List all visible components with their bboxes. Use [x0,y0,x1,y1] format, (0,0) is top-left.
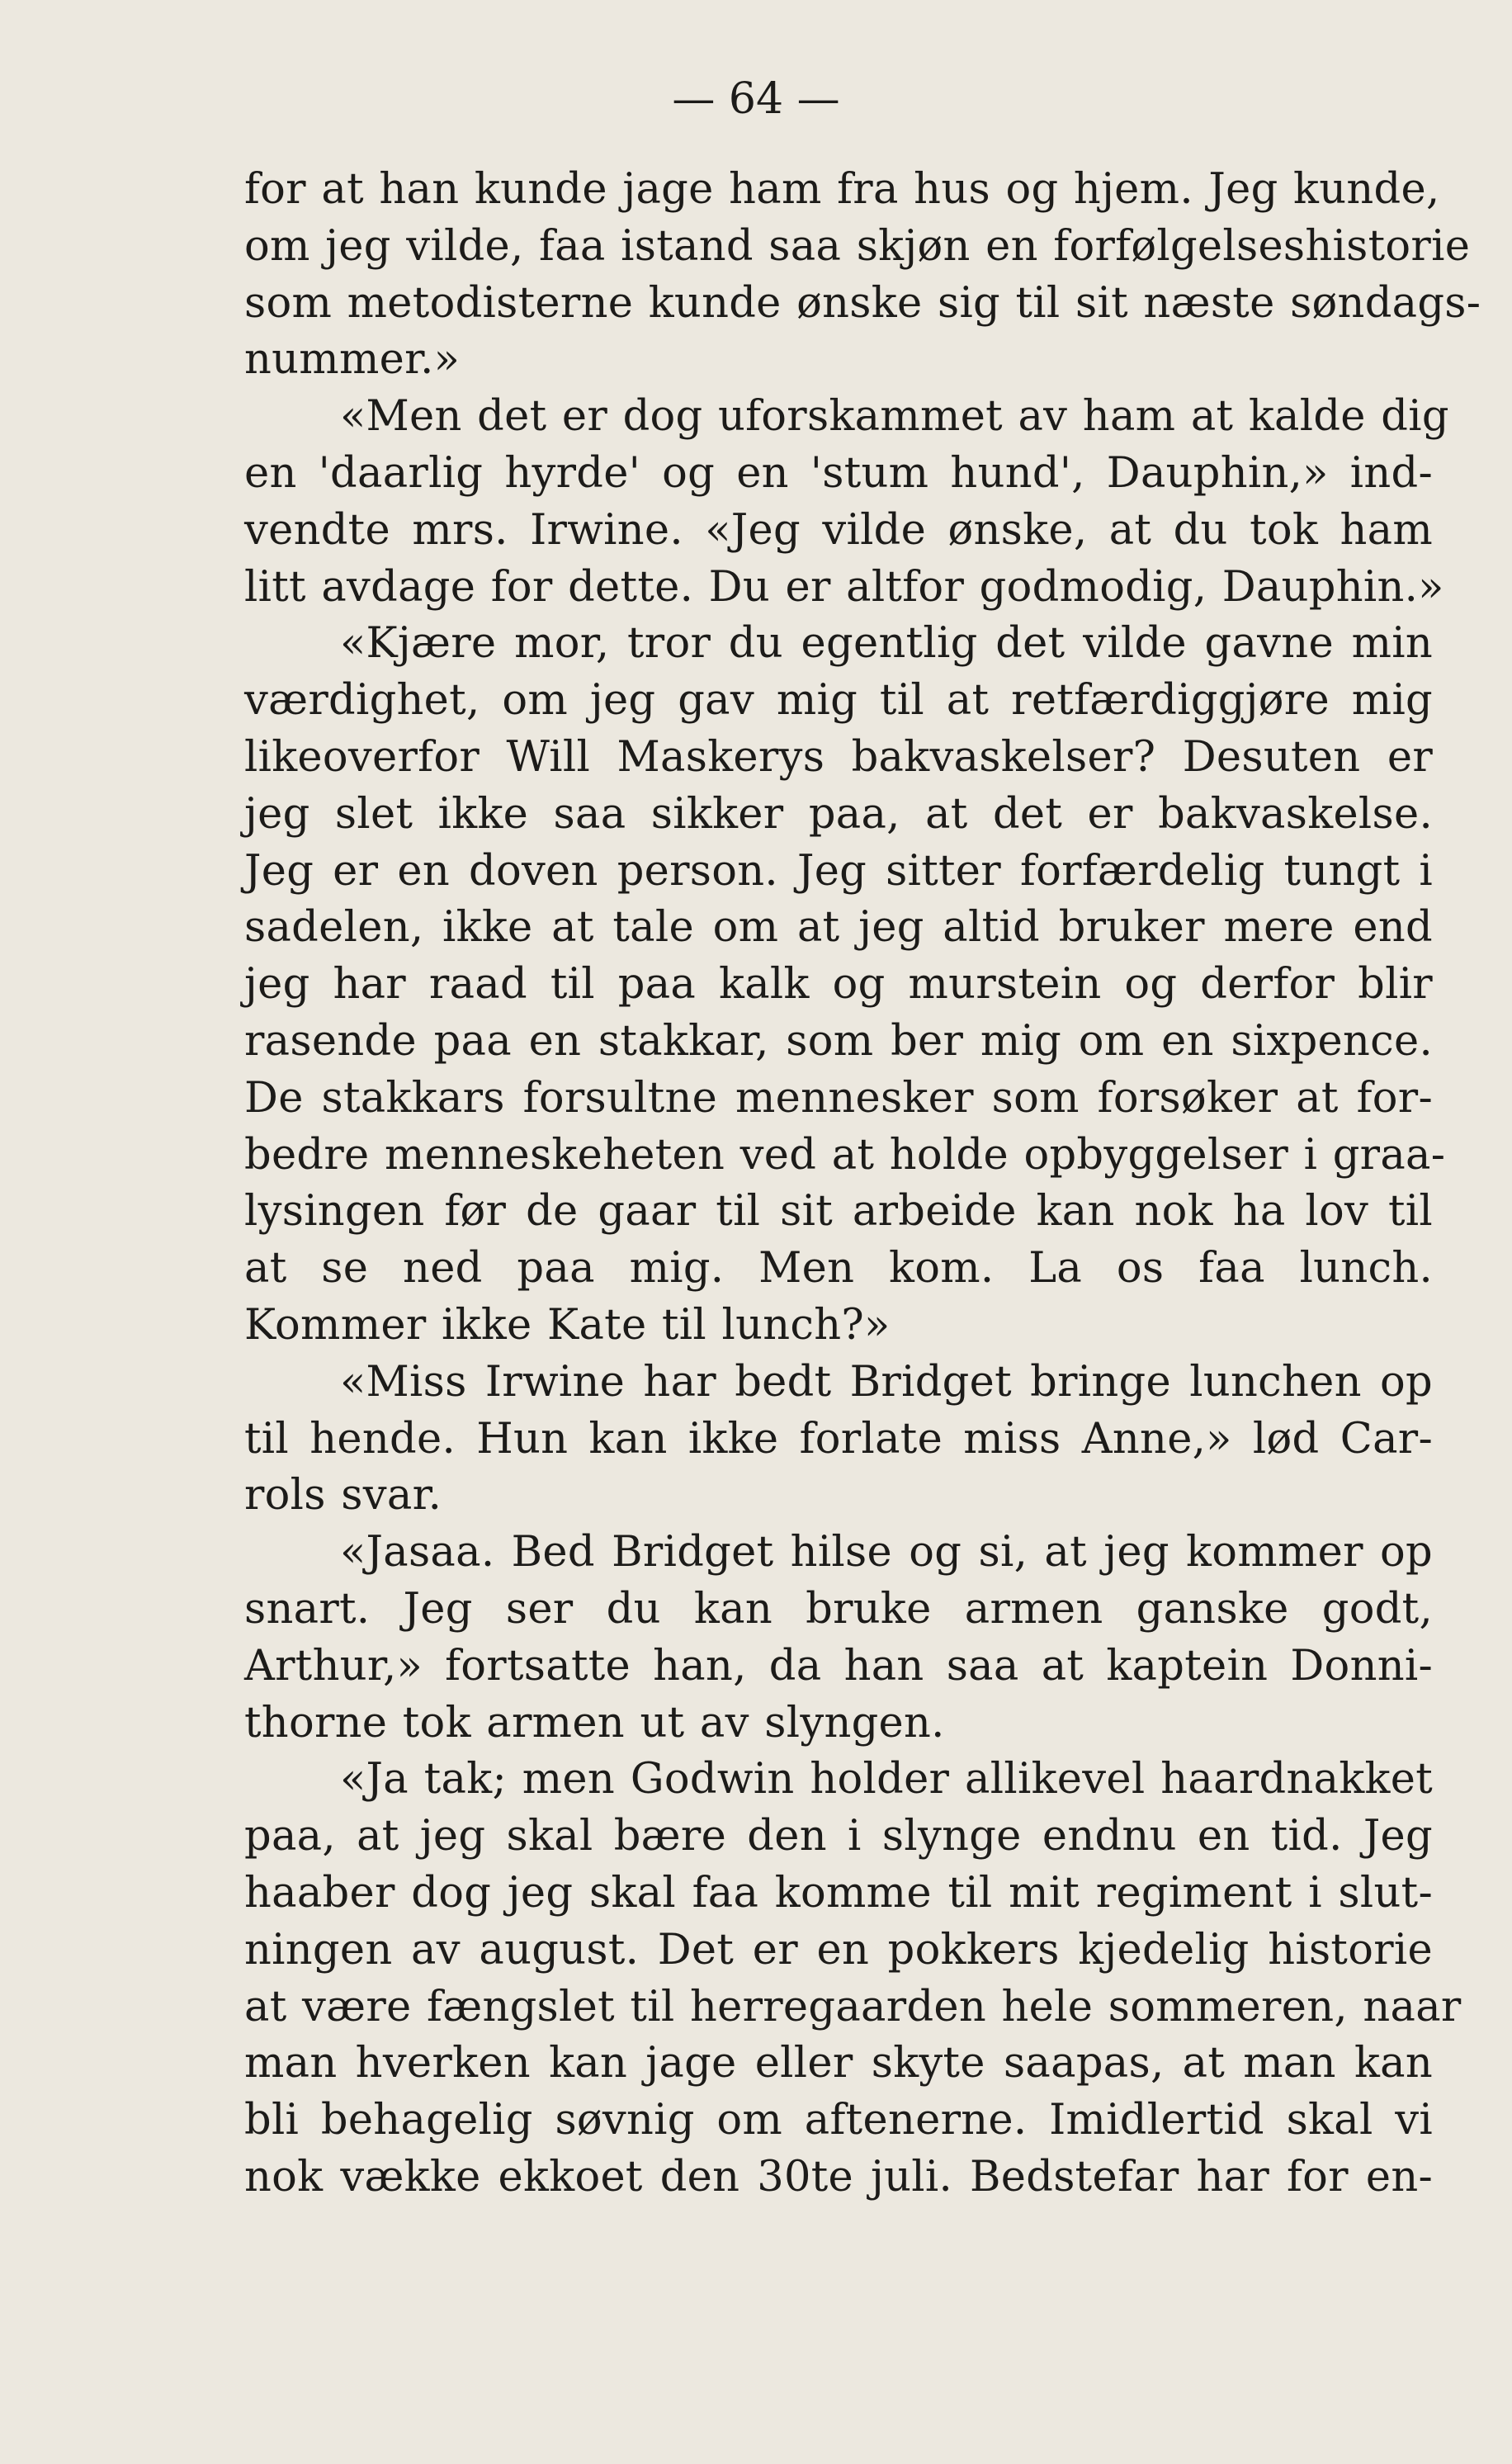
text-line: «Ja tak; men Godwin holder allikevel haardnakket [340,1755,1433,1804]
page-number: — 64 — [672,74,840,124]
text-line: vendte mrs. Irwine. «Jeg vilde ønske, at du tok ham [244,505,1433,555]
text-line: snart. Jeg ser du kan bruke armen ganske godt, [244,1584,1433,1634]
text-line: nummer.» [244,335,461,385]
text-line: jeg har raad til paa kalk og murstein og derfor blir [244,960,1433,1010]
text-line: til hende. Hun kan ikke forlate miss Anne,» lød Car- [244,1414,1433,1464]
text-line: for at han kunde jage ham fra hus og hjem. Jeg kunde, [244,165,1440,214]
text-line: De stakkars forsultne mennesker som forsøker at for- [244,1073,1433,1123]
text-line: «Kjære mor, tror du egentlig det vilde gavne min [340,619,1433,669]
text-line: paa, at jeg skal bære den i slynge endnu en tid. Jeg [244,1812,1433,1861]
text-line: som metodisterne kunde ønske sig til sit næste søndags- [244,278,1481,328]
text-line: bedre menneskeheten ved at holde opbyggelser i graa- [244,1130,1446,1180]
text-line: man hverken kan jage eller skyte saapas, at man kan [244,2039,1433,2088]
text-line: «Jasaa. Bed Bridget hilse og si, at jeg kommer op [340,1528,1433,1577]
text-line: «Men det er dog uforskammet av ham at kalde dig [340,392,1449,442]
text-line: om jeg vilde, faa istand saa skjøn en forfølgelseshistorie [244,221,1471,271]
text-line: Arthur,» fortsatte han, da han saa at kaptein Donni- [244,1641,1433,1691]
text-line: rols svar. [244,1471,442,1520]
text-line: at se ned paa mig. Men kom. La os faa lunch. [244,1244,1433,1293]
text-line: bli behagelig søvnig om aftenerne. Imidlertid skal vi [244,2096,1433,2145]
text-line: en 'daarlig hyrde' og en 'stum hund', Dauphin,» ind- [244,448,1433,498]
text-line: værdighet, om jeg gav mig til at retfærdiggjøre mig [244,676,1433,726]
text-line: thorne tok armen ut av slyngen. [244,1698,945,1748]
text-line: «Miss Irwine har bedt Bridget bringe lunchen op [340,1357,1433,1407]
text-line: jeg slet ikke saa sikker paa, at det er bakvaskelse. [244,789,1433,839]
text-line: lysingen før de gaar til sit arbeide kan nok ha lov til [244,1187,1433,1237]
text-line: nok vække ekkoet den 30te juli. Bedstefar har for en- [244,2152,1433,2202]
body-text [244,162,1481,2206]
text-line: Jeg er en doven person. Jeg sitter forfærdelig tungt i [244,846,1433,896]
text-line: litt avdage for dette. Du er altfor godmodig, Dauphin.» [244,562,1444,612]
text-line: at være fængslet til herregaarden hele sommeren, naar [244,1982,1462,2031]
text-line: sadelen, ikke at tale om at jeg altid bruker mere end [244,903,1433,953]
text-line: Kommer ikke Kate til lunch?» [244,1300,891,1350]
text-line: likeoverfor Will Maskerys bakvaskelser? Desuten er [244,732,1433,782]
text-line: rasende paa en stakkar, som ber mig om en sixpence. [244,1016,1433,1066]
text-line: ningen av august. Det er en pokkers kjedelig historie [244,1925,1433,1975]
text-line: haaber dog jeg skal faa komme til mit regiment i slut- [244,1868,1433,1918]
